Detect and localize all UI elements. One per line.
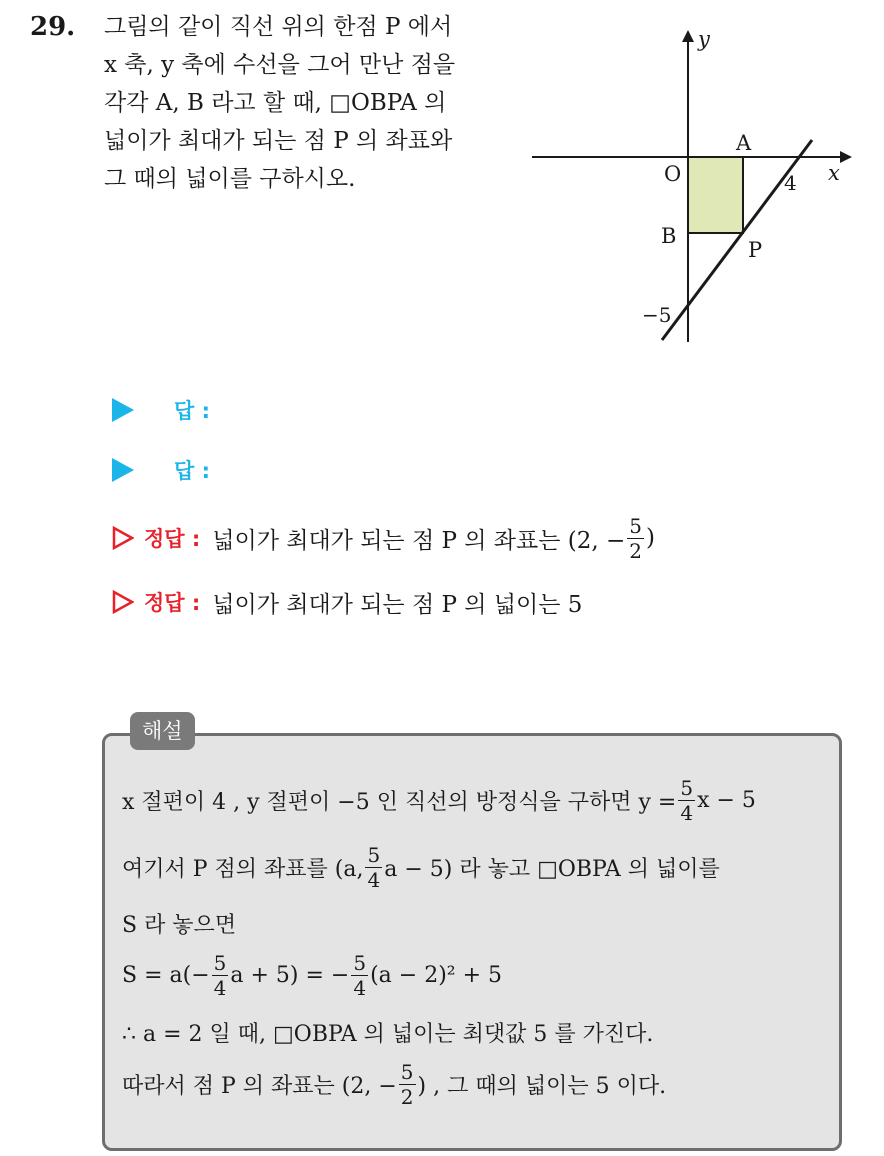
fraction — [351, 950, 368, 1000]
solution-row-2 — [112, 584, 582, 620]
answer-row-1 — [112, 392, 210, 428]
y-intercept-label: −5 — [642, 303, 672, 327]
play-arrow-icon — [112, 398, 134, 422]
rectangle-obpa — [688, 157, 743, 233]
explanation-text: (a − 2)² + 5 — [370, 962, 503, 988]
solution-label: 정답 : — [144, 527, 201, 551]
fraction-denominator: 4 — [353, 975, 367, 1000]
explanation-text: S 라 놓으면 — [122, 912, 237, 938]
question-line: 각각 A, B 라고 할 때, □OBPA 의 — [104, 90, 447, 116]
solution-label: 정답 : — [144, 591, 201, 615]
x-axis-label: x — [828, 161, 840, 185]
solution-row-1 — [112, 512, 655, 564]
explanation-line-5 — [122, 1014, 653, 1050]
solution-text: 넓이가 최대가 되는 점 P 의 좌표는 (2, − — [212, 527, 626, 554]
fraction — [212, 950, 229, 1000]
answer-row-2 — [112, 452, 210, 488]
outline-arrow-icon — [112, 526, 134, 550]
solution-text: 넓이가 최대가 되는 점 P 의 넓이는 5 — [212, 591, 583, 618]
question-line: 넓이가 최대가 되는 점 P 의 좌표와 — [104, 128, 453, 154]
fraction-numerator: 5 — [213, 950, 227, 975]
explanation-text: x 절편이 4 , y 절편이 −5 인 직선의 방정식을 구하면 y = — [122, 789, 677, 815]
question-text — [104, 8, 504, 198]
point-p-label: P — [748, 238, 763, 262]
x-intercept-label: 4 — [784, 171, 797, 195]
explanation-line-3 — [122, 905, 236, 941]
question-line: x 축, y 축에 수선을 그어 만난 점을 — [104, 52, 456, 78]
y-axis-arrow — [682, 30, 694, 42]
fraction-numerator: 5 — [367, 842, 381, 867]
explanation-text: ) , 그 때의 넓이는 5 이다. — [417, 1073, 667, 1099]
fraction-numerator: 5 — [680, 775, 694, 800]
fraction-numerator: 5 — [629, 513, 643, 538]
x-axis-arrow — [840, 151, 852, 163]
explanation-text: S = a(− — [122, 962, 210, 988]
explanation-text: a + 5) = − — [230, 962, 350, 988]
fraction-denominator: 2 — [629, 538, 643, 563]
explanation-text: a − 5) 라 놓고 □OBPA 의 넓이를 — [384, 856, 720, 882]
question-line: 그림의 같이 직선 위의 한점 P 에서 — [104, 14, 453, 40]
origin-label: O — [664, 162, 682, 186]
outline-arrow-icon — [112, 590, 134, 614]
explanation-line-4 — [122, 945, 502, 1005]
solution-close: ) — [646, 525, 655, 551]
fraction-denominator: 2 — [400, 1084, 414, 1109]
fraction-denominator: 4 — [367, 867, 381, 892]
fraction-numerator: 5 — [353, 950, 367, 975]
answer-label: 답 : — [174, 459, 210, 483]
explanation-line-2 — [122, 837, 720, 897]
fraction — [399, 1059, 416, 1109]
point-b-label: B — [661, 224, 677, 248]
question-line: 그 때의 넓이를 구하시오. — [104, 166, 356, 192]
y-axis-label: y — [698, 27, 710, 51]
explanation-text: 따라서 점 P 의 좌표는 (2, − — [122, 1073, 397, 1099]
explanation-text: ∴ a = 2 일 때, □OBPA 의 넓이는 최댓값 5 를 가진다. — [122, 1021, 654, 1047]
answer-label: 답 : — [174, 399, 210, 423]
coordinate-figure — [528, 20, 858, 350]
fraction — [627, 513, 644, 563]
play-arrow-icon — [112, 458, 134, 482]
question-number: 29. — [30, 12, 76, 42]
fraction — [678, 775, 695, 825]
fraction-denominator: 4 — [213, 975, 227, 1000]
explanation-tab: 해설 — [130, 712, 195, 750]
explanation-line-6 — [122, 1054, 666, 1114]
fraction — [365, 842, 382, 892]
explanation-text: 여기서 P 점의 좌표를 (a, — [122, 856, 364, 882]
fraction-numerator: 5 — [400, 1059, 414, 1084]
explanation-line-1 — [122, 770, 756, 830]
point-a-label: A — [736, 131, 752, 155]
fraction-denominator: 4 — [680, 800, 694, 825]
explanation-text: x − 5 — [697, 787, 756, 813]
